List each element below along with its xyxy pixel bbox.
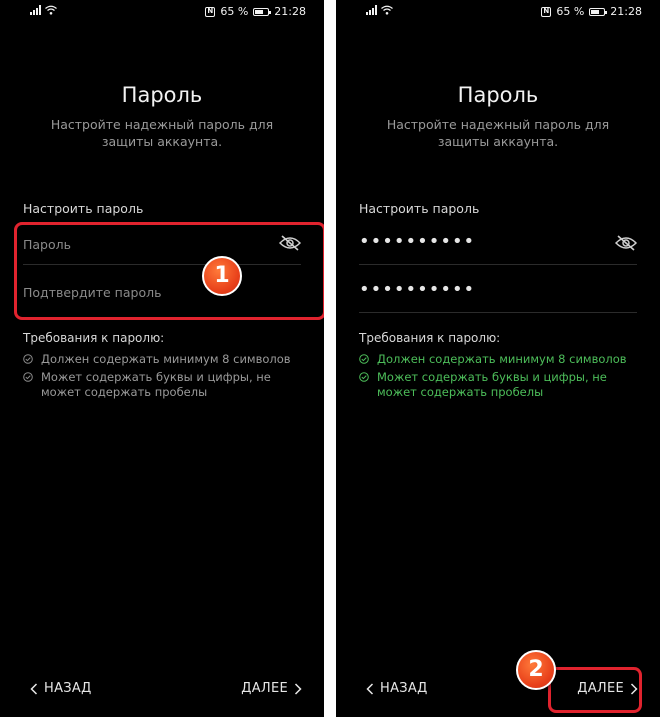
battery-percent: 65 % [220,5,249,18]
page-title: Пароль [457,83,539,107]
chevron-left-icon [30,683,38,695]
wifi-icon [381,5,393,15]
confirm-password-input[interactable] [359,273,637,313]
check-circle-icon [359,354,369,364]
password-placeholder: Пароль [23,237,71,252]
requirement-item: Должен содержать минимум 8 символов [23,352,303,367]
screen-filled-password [336,0,660,717]
nfc-icon: N [541,7,551,17]
clock: 21:28 [610,5,642,18]
next-button[interactable]: ДАЛЕЕ [241,681,302,696]
nfc-icon: N [205,7,215,17]
wifi-icon [45,5,57,15]
requirements-title: Требования к паролю: [359,331,501,345]
requirement-item-met: Должен содержать минимум 8 символов [359,352,639,367]
chevron-left-icon [366,683,374,695]
requirement-item: Может содержать буквы и цифры, не может содержать пробелы [23,370,303,400]
eye-hidden-icon[interactable] [615,235,637,251]
confirm-value: •••••••••• [359,279,476,300]
status-bar [0,0,324,24]
password-value: •••••••••• [359,231,476,252]
clock: 21:28 [274,5,306,18]
back-button[interactable]: НАЗАД [366,681,428,696]
next-button[interactable]: ДАЛЕЕ [577,681,638,696]
chevron-right-icon [294,683,302,695]
highlight-next-button [548,667,642,713]
signal-icon [366,5,377,15]
section-label: Настроить пароль [23,201,144,216]
page-title: Пароль [121,83,203,107]
step-badge-1: 1 [202,256,242,296]
signal-icon [30,5,41,15]
confirm-placeholder: Подтвердите пароль [23,285,162,300]
battery-percent: 65 % [556,5,585,18]
highlight-password-fields [14,222,324,320]
divider [324,0,336,717]
section-label: Настроить пароль [359,201,480,216]
requirements-title: Требования к паролю: [23,331,165,345]
screen-empty-password [0,0,324,717]
back-button[interactable]: НАЗАД [30,681,92,696]
check-circle-icon [23,372,33,382]
battery-icon [589,8,605,16]
check-circle-icon [359,372,369,382]
requirement-item-met: Может содержать буквы и цифры, не может содержать пробелы [359,370,639,400]
page-subtitle: Настройте надежный пароль для защиты аккаунта. [386,117,610,149]
check-circle-icon [23,354,33,364]
page-subtitle: Настройте надежный пароль для защиты аккаунта. [50,117,274,149]
status-bar [336,0,660,24]
battery-icon [253,8,269,16]
step-badge-2: 2 [516,650,556,690]
password-input[interactable] [359,225,637,265]
